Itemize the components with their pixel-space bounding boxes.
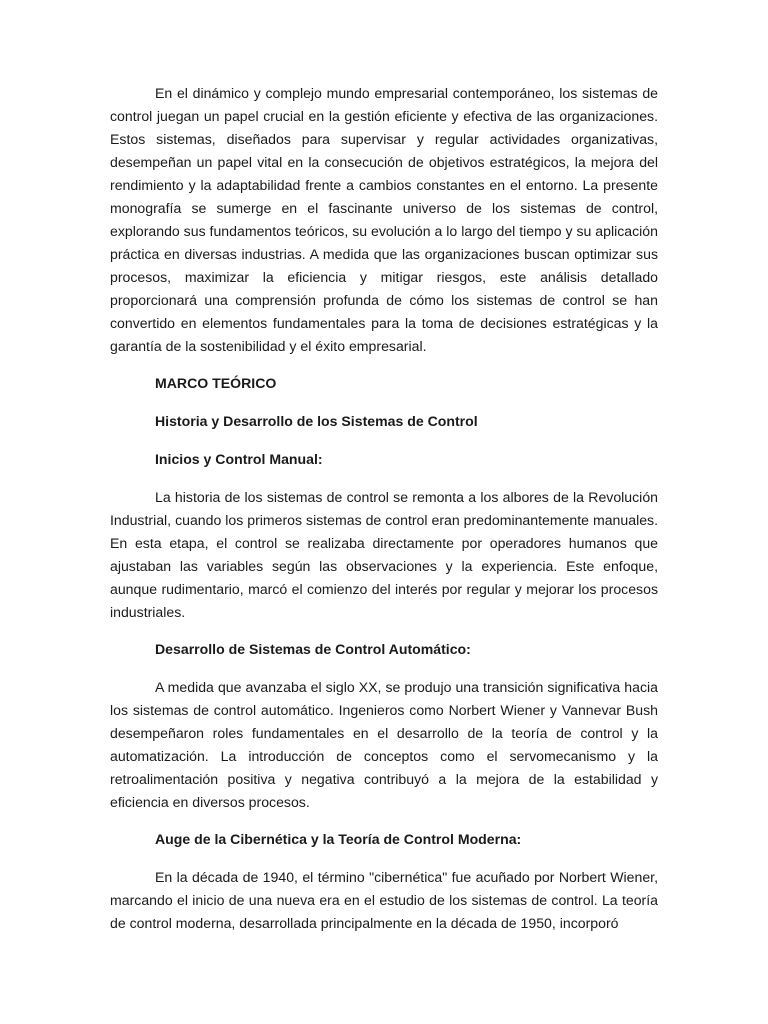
heading-cibernetica: Auge de la Cibernética y la Teoría de Control Moderna: [155, 831, 522, 847]
heading-control-automatico: Desarrollo de Sistemas de Control Automático: [155, 641, 471, 657]
paragraph-control-automatico: A medida que avanzaba el siglo XX, se produjo una transición significativa hacia los sistemas de control automático. Ingenieros como Norbert Wiener y Vannevar Bush desempeñaron roles fundamentales en el desarrollo de la teoría de control y la automatización. La introducción de conceptos como el servomecanismo y la retroalimentación positiva y negativa contribuyó a la mejora de la estabilidad y eficiencia en diversos procesos. [110, 679, 658, 810]
document-page [110, 82, 658, 935]
heading-inicios: Inicios y Control Manual: [155, 451, 323, 467]
heading-historia: Historia y Desarrollo de los Sistemas de Control [155, 413, 478, 429]
paragraph-cibernetica: En la década de 1940, el término "cibernética" fue acuñado por Norbert Wiener, marcando el inicio de una nueva era en el estudio de los sistemas de control. La teoría de control moderna, desarrollada principalmente en la década de 1950, incorporó [110, 869, 658, 931]
intro-paragraph: En el dinámico y complejo mundo empresarial contemporáneo, los sistemas de control juegan un papel crucial en la gestión eficiente y efectiva de las organizaciones. Estos sistemas, diseñados para supervisar y regular actividades organizativas, desempeñan un papel vital en la consecución de objetivos estratégicos, la mejora del rendimiento y la adaptabilidad frente a cambios constantes en el entorno. La presente monografía se sumerge en el fascinante universo de los sistemas de control, explorando sus fundamentos teóricos, su evolución a lo largo del tiempo y su aplicación práctica en diversas industrias. A medida que las organizaciones buscan optimizar sus procesos, maximizar la eficiencia y mitigar riesgos, este análisis detallado proporcionará una comprensión profunda de cómo los sistemas de control se han convertido en elementos fundamentales para la toma de decisiones estratégicas y la garantía de la sostenibilidad y el éxito empresarial. [110, 85, 658, 354]
paragraph-inicios: La historia de los sistemas de control se remonta a los albores de la Revolución Industrial, cuando los primeros sistemas de control eran predominantemente manuales. En esta etapa, el control se realizaba directamente por operadores humanos que ajustaban las variables según las observaciones y la experiencia. Este enfoque, aunque rudimentario, marcó el comienzo del interés por regular y mejorar los procesos industriales. [110, 489, 658, 620]
heading-marco-teorico: MARCO TEÓRICO [155, 375, 277, 391]
